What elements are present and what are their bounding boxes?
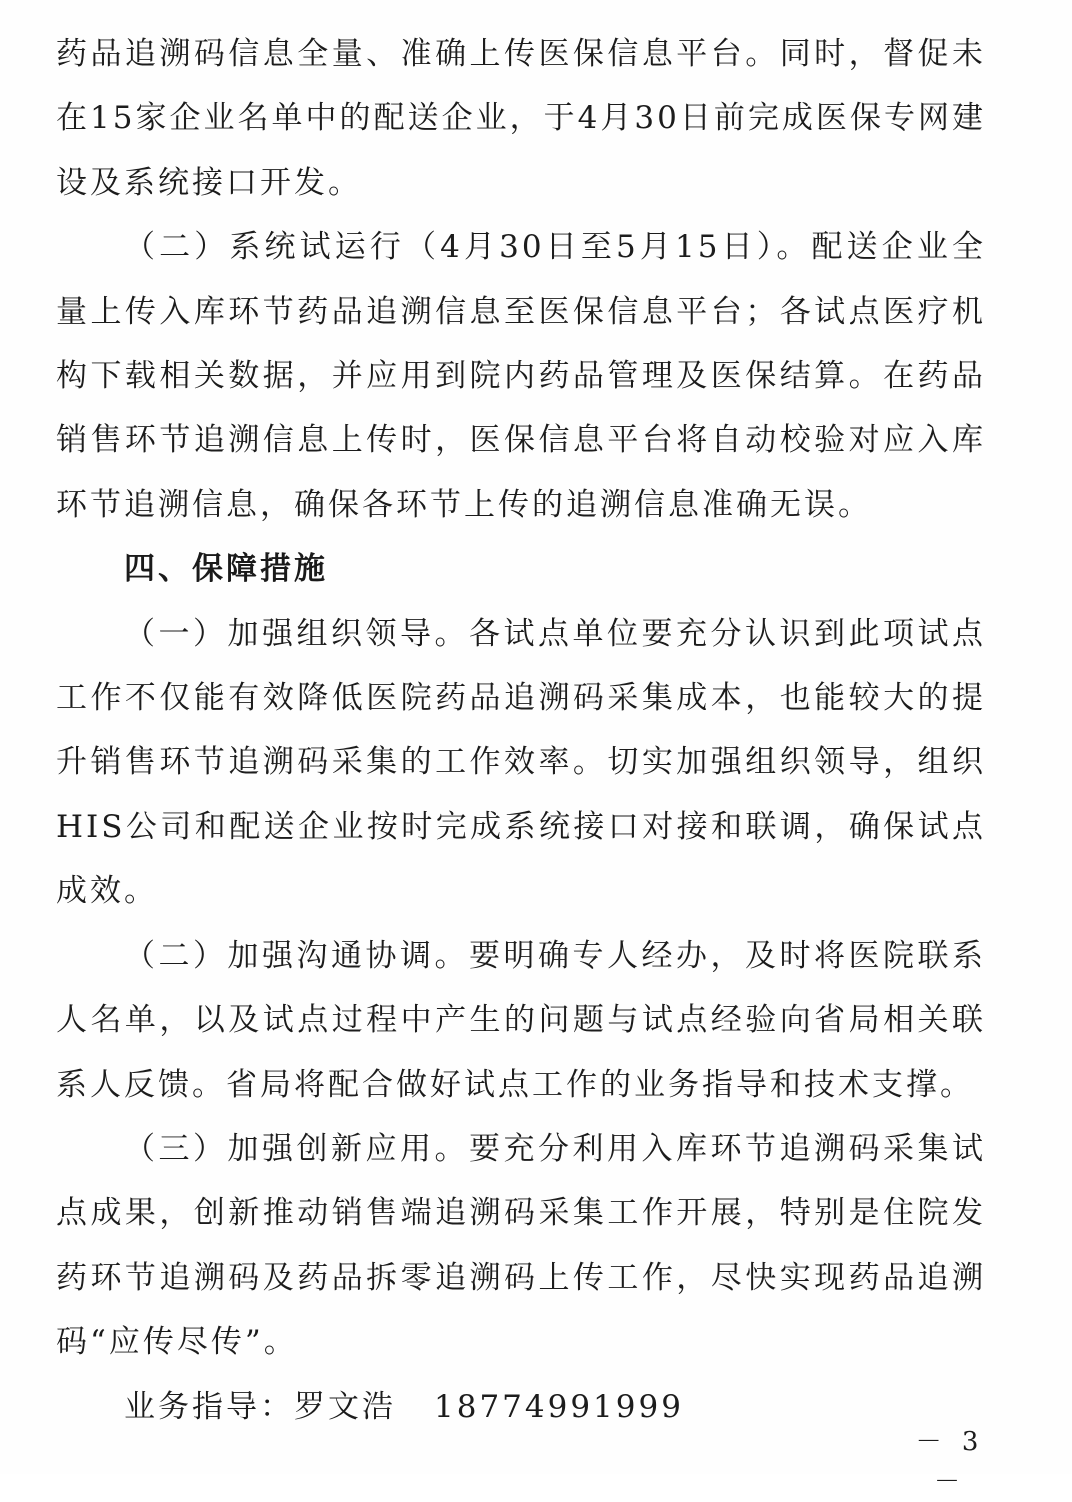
page-number: － 3 － [915,1427,985,1497]
contact-name: 罗文浩 [294,1388,396,1425]
document-body [56,22,986,1439]
contact-line [56,1375,986,1439]
paragraph-trial-run: （二）系统试运行（4月30日至5月15日）。配送企业全量上传入库环节药品追溯信息至医保信息平台；各试点医疗机构下载相关数据，并应用到院内药品管理及医保结算。在药品销售环节追溯信息上传时，医保信息平台将自动校验对应入库环节追溯信息，确保各环节上传的追溯信息准确无误。 [56,229,986,523]
measure-communication: （二）加强沟通协调。要明确专人经办，及时将医院联系人名单，以及试点过程中产生的问题与试点经验向省局相关联系人反馈。省局将配合做好试点工作的业务指导和技术支撑。 [56,937,986,1103]
contact-phone: 18774991999 [434,1388,684,1425]
section-heading: 四、保障措施 [124,551,328,588]
measure-innovation: （三）加强创新应用。要充分利用入库环节追溯码采集试点成果，创新推动销售端追溯码采集工作开展，特别是住院发药环节追溯码及药品拆零追溯码上传工作，尽快实现药品追溯码“应传尽传”。 [56,1130,986,1361]
paragraph-continuation: 药品追溯码信息全量、准确上传医保信息平台。同时，督促未在15家企业名单中的配送企业，于4月30日前完成医保专网建设及系统接口开发。 [56,36,986,201]
measure-organization: （一）加强组织领导。各试点单位要充分认识到此项试点工作不仅能有效降低医院药品追溯码采集成本，也能较大的提升销售环节追溯码采集的工作效率。切实加强组织领导，组织HIS公司和配送企业按时完成系统接口对接和联调，确保试点成效。 [56,615,986,910]
contact-label: 业务指导： [124,1388,294,1425]
